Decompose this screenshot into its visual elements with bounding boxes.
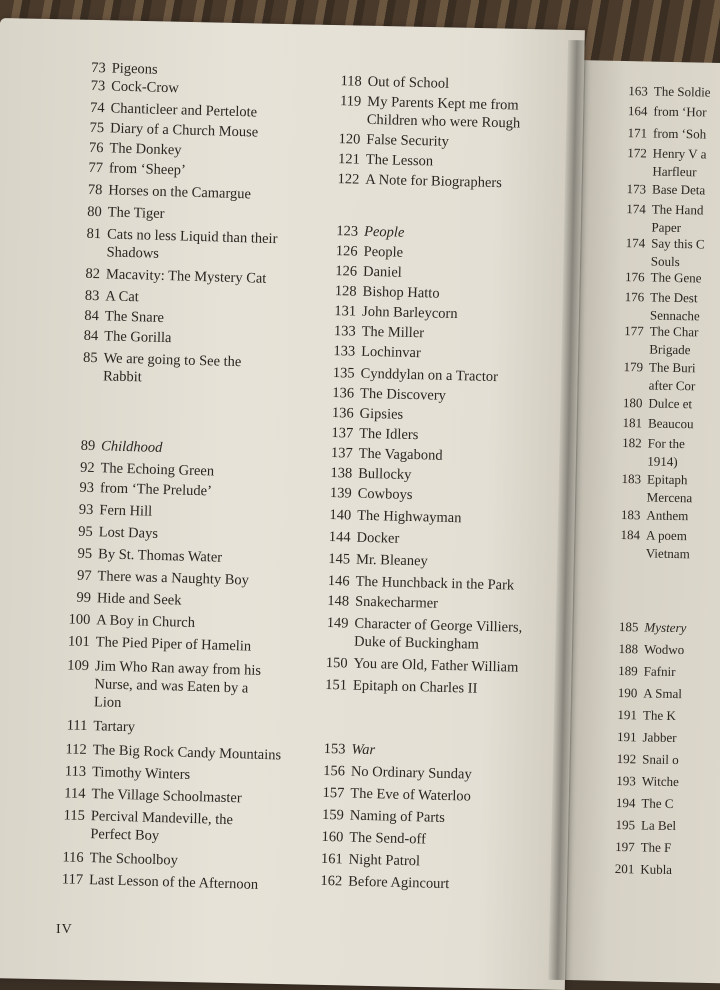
entry-title-continued: Harfleur	[652, 163, 697, 180]
entry-title: By St. Thomas Water	[97, 546, 223, 566]
entry-title: The Donkey	[109, 140, 182, 159]
toc-entry	[609, 794, 673, 813]
entry-title: A Note for Biographers	[365, 171, 503, 192]
toc-entry	[621, 124, 706, 143]
page-ref: 93	[79, 479, 95, 497]
entry-title: Snakecharmer	[354, 593, 439, 612]
page-ref: 101	[67, 633, 90, 651]
page-ref: 149	[326, 614, 349, 632]
toc-entry	[52, 326, 172, 347]
toc-entry	[614, 506, 688, 525]
toc-entry	[615, 434, 685, 471]
toc-entry	[317, 762, 472, 784]
page-ref: 99	[76, 589, 92, 607]
toc-entry	[47, 522, 159, 543]
toc-entry	[610, 750, 679, 769]
page-ref: 159	[321, 806, 345, 824]
page-ref: 73	[90, 77, 106, 95]
entry-title: Cowboys	[357, 485, 413, 504]
entry-title: The Hand	[651, 201, 704, 218]
entry-title: No Ordinary Sunday	[350, 763, 472, 783]
page-ref: 118	[340, 73, 362, 90]
entry-title: Mystery	[644, 619, 687, 636]
toc-entry	[617, 322, 698, 359]
entry-title: Pigeons	[111, 60, 158, 78]
toc-entry	[325, 404, 403, 424]
page-ref: 76	[88, 139, 104, 157]
page-ref: 133	[333, 323, 356, 340]
entry-title: Gipsies	[359, 405, 404, 423]
page-ref: 183	[620, 507, 641, 523]
toc-entry	[608, 838, 671, 857]
entry-title: The Eve of Waterloo	[350, 785, 472, 805]
entry-title: Fafnir	[643, 663, 676, 680]
section-heading	[317, 740, 375, 759]
toc-entry	[324, 464, 412, 484]
toc-entry	[334, 72, 450, 93]
entry-title: from ‘The Prelude’	[99, 480, 213, 500]
toc-entry	[616, 414, 694, 433]
entry-title: The Discovery	[359, 385, 447, 404]
page-ref: 85	[82, 349, 98, 367]
entry-title: The Soldie	[653, 83, 711, 100]
entry-title: We are going to See the	[103, 350, 242, 371]
entry-title: The Miller	[361, 323, 425, 342]
page-ref: 148	[327, 592, 350, 610]
toc-entry	[619, 234, 705, 271]
entry-title: Bishop Hatto	[362, 283, 440, 302]
entry-title: A Boy in Church	[96, 612, 196, 631]
entry-title: The Dest	[650, 289, 698, 306]
entry-title-continued: Vietnam	[645, 545, 690, 562]
entry-title: My Parents Kept me from	[367, 93, 519, 114]
toc-entry	[618, 288, 700, 325]
page-ref: 119	[339, 93, 362, 110]
entry-title: The Lesson	[365, 151, 434, 170]
entry-title: Kubla	[640, 861, 673, 877]
entry-title-continued: after Cor	[648, 377, 696, 394]
page-ref: 151	[325, 676, 348, 694]
entry-title: Percival Mandeville, the	[90, 808, 234, 829]
toc-entry	[611, 684, 682, 703]
page-ref: 160	[321, 828, 344, 846]
page-ref: 176	[624, 269, 645, 285]
entry-title: from ‘Hor	[653, 103, 707, 120]
page-ref: 116	[62, 849, 84, 866]
page-ref: 115	[63, 807, 86, 824]
page-ref: 109	[67, 657, 90, 675]
entry-title-continued: Children who were Rough	[366, 111, 521, 132]
entry-title: The Echoing Green	[100, 460, 215, 480]
toc-entry	[609, 816, 676, 835]
entry-title: The Gene	[650, 269, 702, 286]
page-number: IV	[56, 922, 73, 937]
page-ref: 137	[330, 445, 353, 462]
toc-entry	[328, 302, 458, 323]
entry-title: The Idlers	[358, 425, 419, 444]
section-heading	[49, 436, 163, 457]
page-ref: 161	[320, 850, 343, 868]
entry-title-continued: Nurse, and was Eaten by a	[94, 676, 249, 697]
entry-title: Diary of a Church Mouse	[109, 120, 259, 141]
toc-entry	[316, 784, 471, 806]
toc-entry	[322, 528, 399, 548]
toc-entry	[332, 130, 449, 151]
page-ref: 163	[628, 83, 648, 99]
entry-title: Base Deta	[652, 181, 706, 198]
entry-title: Epitaph on Charles II	[352, 677, 478, 697]
entry-title: Chanticleer and Pertelote	[110, 100, 258, 121]
entry-title: False Security	[366, 131, 450, 150]
entry-title: Witche	[641, 773, 679, 790]
toc-entry	[321, 592, 438, 613]
toc-entry	[45, 588, 182, 610]
page-ref: 120	[338, 131, 361, 148]
page-ref: 177	[624, 323, 644, 339]
entry-title: Jim Who Ran away from his	[94, 658, 262, 679]
toc-entry	[51, 348, 242, 389]
entry-title: Horses on the Camargue	[108, 182, 252, 203]
page-ref: 181	[622, 415, 643, 431]
page-ref: 185	[618, 619, 639, 635]
entry-title: Out of School	[367, 73, 450, 92]
entry-title: Tartary	[93, 718, 136, 736]
page-ref: 117	[61, 871, 84, 888]
entry-title: Wodwo	[643, 641, 685, 658]
page-ref: 111	[66, 717, 88, 735]
entry-title: from ‘Sheep’	[108, 160, 187, 179]
entry-title: Say this C	[651, 235, 705, 252]
page-ref: 193	[616, 773, 636, 789]
toc-entry	[314, 872, 449, 893]
entry-title: Naming of Parts	[349, 807, 446, 826]
entry-title: Childhood	[100, 438, 163, 457]
entry-title: Epitaph	[646, 471, 688, 488]
entry-title: War	[351, 741, 376, 759]
toc-entry	[332, 150, 434, 170]
toc-entry	[612, 640, 684, 659]
page-ref: 195	[615, 817, 636, 833]
toc-entry	[38, 806, 233, 847]
entry-title: Dulce et	[648, 395, 693, 412]
entry-title: Lochinvar	[360, 343, 421, 362]
entry-title: Lost Days	[98, 524, 159, 542]
page-ref: 191	[616, 729, 637, 745]
page-ref: 156	[322, 762, 346, 780]
page-ref: 176	[624, 289, 645, 305]
toc-entry	[327, 342, 421, 362]
entry-title: The F	[640, 839, 672, 855]
page-ref: 150	[325, 654, 348, 672]
toc-entry	[611, 706, 676, 725]
toc-entry	[622, 82, 711, 102]
toc-entry	[323, 506, 462, 527]
entry-title: Macavity: The Mystery Cat	[105, 266, 267, 287]
section-heading	[612, 618, 686, 637]
toc-entry	[42, 656, 261, 716]
page-ref: 84	[84, 307, 100, 325]
page-ref: 140	[329, 507, 352, 524]
page-ref: 145	[328, 551, 351, 568]
entry-title: The Hunchback in the Park	[355, 573, 515, 594]
section-heading	[330, 222, 405, 242]
toc-entry	[620, 180, 705, 199]
toc-entry	[326, 384, 446, 405]
entry-title: The Schoolboy	[89, 850, 179, 869]
page-ref: 189	[618, 663, 638, 679]
right-page-clip	[600, 0, 720, 960]
entry-title: Snail o	[642, 751, 679, 768]
entry-title: The Tiger	[107, 204, 165, 222]
page-ref: 126	[335, 263, 358, 280]
toc-entry	[616, 394, 692, 413]
page-ref: 144	[328, 529, 351, 546]
page-ref: 135	[332, 365, 355, 382]
page-ref: 93	[78, 501, 94, 519]
page-ref: 126	[335, 243, 358, 260]
entry-title-continued: Sennache	[649, 307, 700, 324]
toc-entry	[320, 614, 523, 655]
toc-entry	[319, 676, 478, 698]
page-ref: 153	[323, 740, 346, 758]
toc-entry	[325, 424, 419, 444]
entry-title-continued: Paper	[651, 219, 682, 236]
toc-entry	[610, 728, 676, 747]
page-ref: 95	[78, 523, 93, 541]
toc-entry	[315, 850, 421, 871]
page-ref: 183	[621, 471, 642, 487]
entry-title: The Big Rock Candy Mountains	[92, 742, 282, 764]
page-ref: 92	[79, 459, 95, 477]
entry-title: Bullocky	[357, 465, 412, 484]
page-ref: 89	[80, 437, 96, 455]
page-ref: 164	[627, 103, 648, 119]
page-ref: 136	[331, 405, 354, 422]
page-ref: 192	[616, 751, 637, 767]
entry-title: For the	[647, 435, 686, 452]
toc-entry	[57, 158, 186, 180]
entry-title: A Cat	[105, 288, 140, 306]
toc-entry	[324, 444, 442, 465]
toc-entry	[55, 202, 164, 223]
toc-entry	[621, 102, 706, 121]
entry-title: Night Patrol	[348, 851, 421, 870]
toc-entry	[57, 138, 182, 159]
toc-entry	[619, 200, 703, 237]
entry-title: The Highwayman	[356, 507, 462, 527]
entry-title: Character of George Villiers,	[354, 615, 523, 636]
page-ref: 122	[337, 171, 360, 188]
page-ref: 194	[615, 795, 636, 811]
toc-entry	[327, 322, 424, 342]
page-ref: 136	[332, 385, 355, 402]
toc-entry	[53, 286, 139, 306]
toc-entry	[329, 262, 402, 282]
entry-title: Daniel	[362, 263, 402, 281]
page-ref: 184	[620, 527, 641, 543]
page-ref: 77	[88, 159, 104, 177]
toc-entry	[53, 306, 165, 327]
page-ref: 131	[334, 303, 357, 320]
page-ref: 78	[87, 181, 103, 199]
entry-title: from ‘Soh	[652, 125, 707, 142]
page-ref: 112	[65, 741, 87, 759]
entry-title: The Send-off	[349, 829, 427, 848]
entry-title: Cats no less Liquid than their	[106, 226, 278, 248]
entry-title-continued: Mercena	[646, 489, 693, 506]
entry-title: People	[363, 223, 405, 241]
page-ref: 128	[334, 283, 357, 300]
page-ref: 157	[322, 784, 345, 802]
toc-entry	[618, 268, 701, 287]
toc-entry	[315, 828, 426, 849]
entry-title: The K	[642, 707, 676, 724]
entry-title: Anthem	[646, 507, 689, 524]
toc-entry	[608, 860, 672, 879]
page-ref: 95	[77, 545, 93, 563]
entry-title: Henry V a	[652, 145, 707, 162]
page-ref: 100	[68, 611, 91, 629]
entry-title: Cynddylan on a Tractor	[360, 365, 499, 386]
page-ref: 139	[329, 485, 352, 502]
entry-title: A Smal	[643, 685, 683, 702]
page-ref: 81	[86, 225, 102, 243]
page-ref: 137	[331, 425, 354, 442]
toc-entry	[54, 224, 277, 266]
entry-title: La Bel	[640, 817, 677, 834]
entry-title: The Gorilla	[104, 328, 172, 347]
page-ref: 84	[83, 327, 99, 345]
entry-title: Hide and Seek	[96, 590, 182, 609]
entry-title: Fern Hill	[99, 502, 153, 520]
entry-title: Last Lesson of the Afternoon	[88, 872, 259, 893]
page-ref: 174	[626, 201, 646, 217]
entry-title-continued: Duke of Buckingham	[353, 633, 480, 653]
entry-title: The Vagabond	[358, 445, 443, 464]
toc-entry	[59, 76, 179, 97]
toc-entry	[41, 716, 135, 737]
page-ref: 174	[625, 235, 646, 251]
entry-title-continued: Rabbit	[102, 368, 143, 386]
entry-title: A poem	[645, 527, 688, 544]
toc-entry	[47, 500, 152, 521]
toc-entry	[615, 470, 693, 507]
entry-title: Cock-Crow	[111, 78, 180, 97]
toc-entry	[329, 242, 403, 262]
page-ref: 188	[618, 641, 639, 657]
page-ref: 74	[89, 99, 105, 117]
entry-title: You are Old, Father William	[353, 655, 519, 676]
toc-entry	[328, 282, 439, 303]
entry-title-continued: Brigade	[649, 341, 691, 358]
entry-title: The Snare	[104, 308, 165, 327]
page-ref: 73	[91, 59, 106, 77]
page-ref: 201	[614, 860, 635, 877]
page-ref: 146	[327, 573, 350, 590]
page-ref: 97	[76, 567, 92, 585]
entry-title: The Pied Piper of Hamelin	[95, 634, 252, 655]
entry-title: Before Agincourt	[348, 873, 450, 893]
entry-title: The Buri	[648, 359, 696, 376]
page-ref: 197	[615, 838, 635, 855]
entry-title-continued: Souls	[650, 253, 680, 270]
page-ref: 121	[337, 151, 361, 168]
entry-title-continued: 1914)	[647, 453, 678, 470]
page-ref: 190	[617, 685, 638, 701]
page-ref: 179	[623, 359, 644, 375]
page-ref: 173	[626, 181, 647, 197]
page-ref: 113	[64, 763, 87, 781]
toc-entry	[612, 662, 676, 681]
page-ref: 182	[622, 435, 642, 451]
page-ref: 162	[320, 872, 343, 890]
entry-title-continued: Lion	[93, 694, 122, 711]
entry-title: Jabber	[642, 729, 677, 746]
entry-title-continued: Perfect Boy	[90, 826, 160, 845]
entry-title: There was a Naughty Boy	[97, 568, 250, 589]
page-ref: 82	[85, 265, 101, 283]
toc-entry	[620, 144, 706, 181]
page-ref: 180	[622, 395, 643, 411]
toc-entry	[610, 772, 679, 791]
toc-entry	[323, 484, 412, 504]
toc-entry	[316, 806, 445, 827]
page-ref: 133	[333, 343, 356, 360]
page-ref: 172	[627, 145, 647, 161]
page-ref: 123	[336, 223, 359, 240]
toc-entry	[614, 526, 691, 563]
page-ref: 80	[86, 203, 102, 221]
toc-entry	[333, 92, 521, 133]
entry-title: Beaucou	[647, 415, 694, 432]
entry-title-continued: Shadows	[106, 244, 160, 262]
page-ref: 83	[84, 287, 100, 305]
entry-title: Docker	[356, 529, 400, 547]
page-ref: 114	[64, 785, 86, 802]
page-ref: 191	[617, 707, 638, 723]
page-ref: 171	[627, 125, 648, 141]
entry-title: The Village Schoolmaster	[91, 786, 242, 807]
entry-title: Mr. Bleaney	[355, 551, 428, 570]
entry-title: Timothy Winters	[91, 764, 191, 783]
entry-title: People	[363, 243, 404, 261]
entry-title: The C	[641, 795, 674, 812]
toc-entry	[617, 358, 696, 395]
page-ref: 75	[89, 119, 105, 137]
toc-entry	[322, 550, 428, 571]
entry-title: The Char	[649, 323, 699, 340]
entry-title: John Barleycorn	[361, 303, 458, 323]
page-ref: 138	[330, 465, 353, 482]
